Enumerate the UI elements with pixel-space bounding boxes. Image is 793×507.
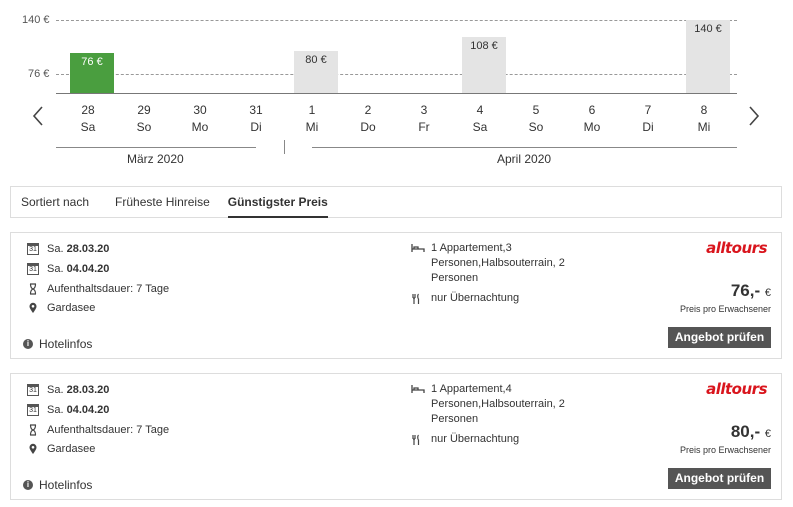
chart-baseline: [56, 93, 737, 94]
day-label[interactable]: [508, 102, 564, 136]
weekday: Sa: [80, 120, 96, 134]
sort-option-cheapest[interactable]: Günstigster Preis: [228, 187, 328, 218]
calendar-icon: 31: [27, 404, 39, 416]
gridline-max: [56, 20, 737, 21]
return-weekday: Sa.: [47, 263, 64, 275]
price-currency: €: [764, 287, 771, 299]
y-axis-label-best: 76 €: [28, 68, 50, 80]
hotel-info-link[interactable]: [23, 478, 92, 492]
location-text: Gardasee: [47, 302, 96, 314]
offer-card: [10, 232, 782, 359]
sort-bar: [10, 186, 782, 218]
departure-row: [27, 243, 109, 255]
calendar-icon: 31: [27, 384, 39, 396]
check-offer-button[interactable]: Angebot prüfen: [668, 327, 771, 348]
weekday: So: [528, 120, 544, 134]
calendar-icon: 31: [27, 263, 39, 275]
duration-row: [27, 424, 169, 436]
bed-icon: [411, 384, 425, 397]
day-number: 28: [81, 103, 95, 117]
hotel-info-link[interactable]: [23, 337, 92, 351]
day-label[interactable]: [340, 102, 396, 136]
cutlery-icon: [411, 434, 421, 449]
day-label[interactable]: [172, 102, 228, 136]
location-row: [27, 302, 95, 314]
price-amount: 80,-: [730, 422, 761, 441]
weekday: Sa: [472, 120, 488, 134]
price-calendar-chart: [0, 0, 793, 180]
departure-row: [27, 384, 109, 396]
weekday: Fr: [418, 120, 430, 134]
day-label[interactable]: [60, 102, 116, 136]
weekday: Mi: [305, 120, 319, 134]
hotel-info-label: Hotelinfos: [39, 478, 93, 492]
price-value: [731, 281, 771, 301]
price-bar[interactable]: 80 €: [294, 51, 338, 93]
weekday: Mo: [583, 120, 601, 134]
day-label[interactable]: [564, 102, 620, 136]
return-row: [27, 263, 109, 275]
room-description: 1 Appartement,4 Personen,Halbsouterrain, 2 Personen: [431, 383, 565, 425]
departure-date: 28.03.20: [66, 384, 110, 396]
day-number: 8: [700, 103, 708, 117]
day-label[interactable]: [676, 102, 732, 136]
offer-card: [10, 373, 782, 500]
day-label[interactable]: [452, 102, 508, 136]
price-value: [731, 422, 771, 442]
day-label[interactable]: [116, 102, 172, 136]
calendar-icon: 31: [27, 243, 39, 255]
sort-option-earliest[interactable]: Früheste Hinreise: [115, 194, 210, 209]
hotel-info-label: Hotelinfos: [39, 337, 93, 351]
chevron-left-icon[interactable]: [30, 104, 46, 128]
return-weekday: Sa.: [47, 404, 64, 416]
weekday: Mo: [191, 120, 209, 134]
return-date: 04.04.20: [66, 263, 110, 275]
price-note: Preis pro Erwachsener: [679, 304, 771, 314]
board-text: nur Übernachtung: [431, 433, 520, 445]
day-number: 6: [588, 103, 596, 117]
location-pin-icon: [27, 302, 39, 314]
operator-logo: alltours: [706, 380, 767, 398]
price-note: Preis pro Erwachsener: [679, 445, 771, 455]
month-line-april: [312, 147, 737, 148]
departure-weekday: Sa.: [47, 384, 64, 396]
check-offer-button[interactable]: Angebot prüfen: [668, 468, 771, 489]
day-number: 30: [193, 103, 207, 117]
y-axis-label-max: 140 €: [22, 14, 50, 26]
hourglass-icon: [27, 283, 39, 295]
month-divider: [284, 140, 285, 154]
location-text: Gardasee: [47, 443, 96, 455]
weekday: Do: [360, 120, 376, 134]
info-icon: i: [23, 480, 33, 490]
departure-date: 28.03.20: [66, 243, 110, 255]
duration-row: [27, 283, 169, 295]
day-number: 4: [476, 103, 484, 117]
price-bar[interactable]: 76 €: [70, 53, 114, 93]
duration-text: Aufenthaltsdauer: 7 Tage: [47, 424, 170, 436]
chevron-right-icon[interactable]: [746, 104, 762, 128]
day-label[interactable]: [620, 102, 676, 136]
board-text: nur Übernachtung: [431, 292, 520, 304]
price-bar[interactable]: 140 €: [686, 20, 730, 93]
return-row: [27, 404, 109, 416]
weekday: Di: [250, 120, 262, 134]
day-label[interactable]: [284, 102, 340, 136]
room-description: 1 Appartement,3 Personen,Halbsouterrain, 2 Personen: [431, 242, 565, 284]
location-row: [27, 443, 95, 455]
departure-weekday: Sa.: [47, 243, 64, 255]
weekday: Mi: [697, 120, 711, 134]
month-line-march: [56, 147, 256, 148]
weekday: Di: [642, 120, 654, 134]
info-icon: i: [23, 339, 33, 349]
duration-text: Aufenthaltsdauer: 7 Tage: [47, 283, 170, 295]
weekday: So: [136, 120, 152, 134]
price-bar[interactable]: 108 €: [462, 37, 506, 93]
day-label[interactable]: [396, 102, 452, 136]
day-number: 29: [137, 103, 151, 117]
sort-label: Sortiert nach: [21, 194, 90, 209]
hourglass-icon: [27, 424, 39, 436]
day-number: 5: [532, 103, 540, 117]
month-label-april: April 2020: [497, 152, 552, 166]
return-date: 04.04.20: [66, 404, 110, 416]
price-amount: 76,-: [730, 281, 761, 300]
day-number: 1: [308, 103, 316, 117]
month-label-march: März 2020: [127, 152, 184, 166]
day-number: 31: [249, 103, 263, 117]
day-number: 2: [364, 103, 372, 117]
day-number: 7: [644, 103, 652, 117]
price-currency: €: [764, 428, 771, 440]
cutlery-icon: [411, 293, 421, 308]
operator-logo: alltours: [706, 239, 767, 257]
day-number: 3: [420, 103, 428, 117]
gridline-best: [56, 74, 737, 75]
location-pin-icon: [27, 443, 39, 455]
bed-icon: [411, 243, 425, 256]
day-label[interactable]: [228, 102, 284, 136]
